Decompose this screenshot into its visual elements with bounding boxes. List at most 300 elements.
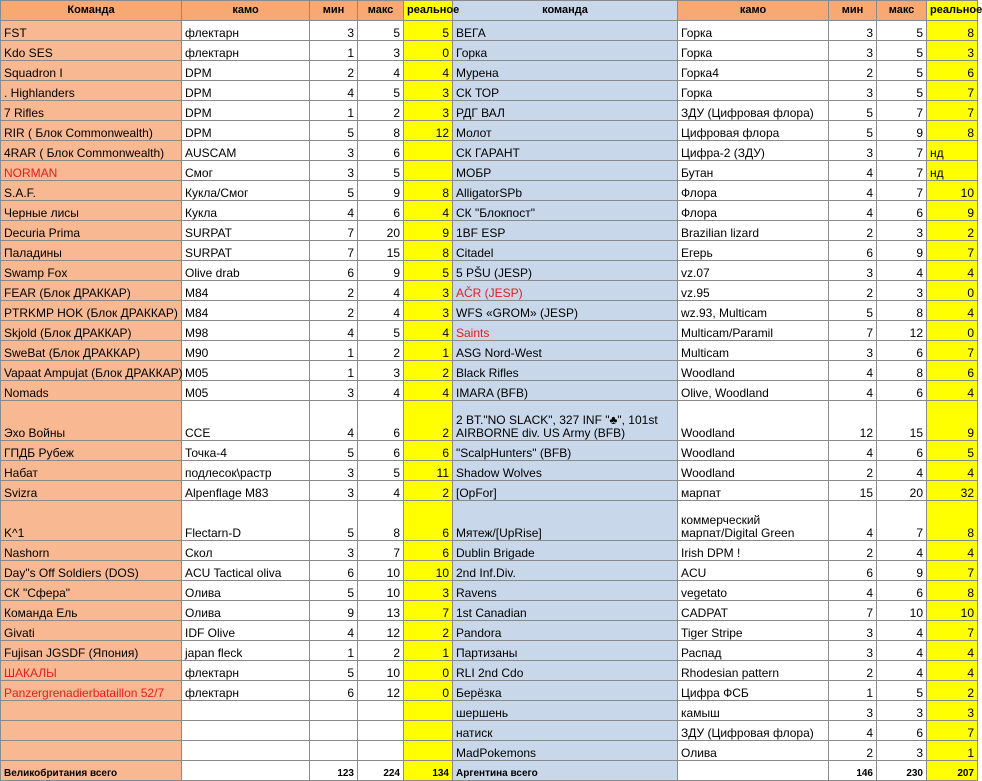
cell-real-b[interactable]: 8 [927,21,978,41]
cell-team-b[interactable]: 2nd Inf.Div. [453,561,678,581]
cell-real-b[interactable]: 4 [927,661,978,681]
cell-max-b[interactable]: 12 [877,321,927,341]
cell-real-b[interactable]: 2 [927,681,978,701]
cell-max-b[interactable]: 4 [877,541,927,561]
cell-team-b[interactable]: МОБР [453,161,678,181]
cell-min-a[interactable]: 4 [310,81,358,101]
cell-team-a[interactable]: СК "Сфера" [1,581,182,601]
cell-min-b[interactable]: 3 [829,341,877,361]
cell-max-a[interactable]: 20 [358,221,404,241]
cell-camo-a[interactable]: подлесок\растр [182,461,310,481]
cell-max-a[interactable]: 6 [358,401,404,441]
cell-camo-a[interactable]: DPM [182,81,310,101]
cell-team-b[interactable]: 5 PŠU (JESP) [453,261,678,281]
cell-camo-b[interactable]: Multicam/Paramil [678,321,829,341]
cell-team-b[interactable]: Молот [453,121,678,141]
cell-camo-b[interactable]: ЗДУ (Цифровая флора) [678,101,829,121]
cell-camo-a[interactable]: M05 [182,361,310,381]
cell-real-a[interactable]: 2 [404,621,453,641]
cell-real-a[interactable]: 1 [404,641,453,661]
cell-real-b[interactable]: 7 [927,561,978,581]
cell-team-b[interactable]: СК "Блокпост" [453,201,678,221]
cell-team-a[interactable]: NORMAN [1,161,182,181]
cell-camo-b[interactable]: CADPAT [678,601,829,621]
cell-min-b[interactable]: 15 [829,481,877,501]
cell-team-a[interactable]: Nashorn [1,541,182,561]
cell-camo-a[interactable] [182,741,310,761]
cell-camo-b[interactable]: Olive, Woodland [678,381,829,401]
cell-camo-a[interactable]: Смог [182,161,310,181]
cell-max-a[interactable]: 9 [358,181,404,201]
header-real-a[interactable]: реальное [404,1,453,21]
cell-max-b[interactable]: 5 [877,681,927,701]
cell-min-b[interactable]: 2 [829,281,877,301]
cell-max-a[interactable]: 13 [358,601,404,621]
cell-min-b[interactable]: 12 [829,401,877,441]
cell-team-a[interactable] [1,701,182,721]
cell-team-a[interactable]: . Highlanders [1,81,182,101]
cell-real-a[interactable]: 10 [404,561,453,581]
cell-max-a[interactable]: 4 [358,61,404,81]
cell-real-b[interactable]: 4 [927,641,978,661]
cell-real-b[interactable]: 4 [927,461,978,481]
cell-max-a[interactable] [358,741,404,761]
cell-max-a[interactable]: 2 [358,641,404,661]
cell-real-a[interactable]: 6 [404,441,453,461]
cell-max-b[interactable]: 6 [877,721,927,741]
cell-real-b[interactable]: 10 [927,601,978,621]
cell-max-b[interactable]: 4 [877,621,927,641]
cell-team-b[interactable]: СК ГАРАНТ [453,141,678,161]
cell-camo-b[interactable]: Распад [678,641,829,661]
total-camo-a[interactable] [182,761,310,781]
cell-min-b[interactable]: 3 [829,641,877,661]
cell-team-b[interactable]: РДГ ВАЛ [453,101,678,121]
cell-max-b[interactable]: 4 [877,261,927,281]
cell-real-b[interactable]: 6 [927,61,978,81]
cell-real-a[interactable]: 7 [404,601,453,621]
cell-max-a[interactable]: 5 [358,321,404,341]
cell-max-b[interactable]: 5 [877,41,927,61]
cell-real-b[interactable]: 3 [927,701,978,721]
cell-max-b[interactable]: 6 [877,381,927,401]
cell-team-b[interactable]: Партизаны [453,641,678,661]
cell-max-b[interactable]: 15 [877,401,927,441]
cell-camo-a[interactable]: ACU Tactical oliva [182,561,310,581]
total-real-a[interactable]: 134 [404,761,453,781]
cell-max-a[interactable]: 5 [358,21,404,41]
cell-real-a[interactable]: 0 [404,661,453,681]
cell-camo-a[interactable]: DPM [182,61,310,81]
cell-min-a[interactable]: 6 [310,261,358,281]
header-max-b[interactable]: макс [877,1,927,21]
cell-team-b[interactable]: AČR (JESP) [453,281,678,301]
cell-min-b[interactable]: 1 [829,681,877,701]
cell-team-b[interactable]: натиск [453,721,678,741]
cell-team-a[interactable]: Эхо Войны [1,401,182,441]
cell-team-b[interactable]: Shadow Wolves [453,461,678,481]
cell-camo-b[interactable]: Цифра-2 (ЗДУ) [678,141,829,161]
cell-team-a[interactable]: Day"s Off Soldiers (DOS) [1,561,182,581]
cell-real-a[interactable]: 12 [404,121,453,141]
cell-max-a[interactable]: 6 [358,201,404,221]
cell-min-a[interactable] [310,741,358,761]
cell-min-b[interactable]: 2 [829,461,877,481]
cell-min-a[interactable]: 5 [310,441,358,461]
cell-min-a[interactable]: 9 [310,601,358,621]
cell-team-b[interactable]: "ScalpHunters" (BFB) [453,441,678,461]
cell-max-b[interactable]: 4 [877,661,927,681]
cell-min-a[interactable]: 3 [310,541,358,561]
cell-real-a[interactable]: 3 [404,301,453,321]
cell-real-b[interactable]: 7 [927,101,978,121]
cell-team-a[interactable]: SweBat (Блок ДРАККАР) [1,341,182,361]
cell-max-b[interactable]: 3 [877,281,927,301]
cell-camo-a[interactable]: флектарн [182,41,310,61]
cell-real-a[interactable]: 11 [404,461,453,481]
cell-camo-b[interactable]: Цифровая флора [678,121,829,141]
cell-real-a[interactable] [404,701,453,721]
cell-min-b[interactable]: 2 [829,61,877,81]
cell-max-b[interactable]: 6 [877,581,927,601]
cell-max-b[interactable]: 3 [877,701,927,721]
cell-team-b[interactable]: AlligatorSPb [453,181,678,201]
cell-max-a[interactable] [358,721,404,741]
cell-min-b[interactable]: 4 [829,161,877,181]
header-max-a[interactable]: макс [358,1,404,21]
cell-team-b[interactable]: Saints [453,321,678,341]
cell-min-a[interactable]: 4 [310,201,358,221]
cell-camo-a[interactable]: флектарн [182,21,310,41]
cell-camo-b[interactable]: Woodland [678,441,829,461]
cell-real-b[interactable]: 7 [927,241,978,261]
cell-min-b[interactable]: 2 [829,661,877,681]
cell-real-a[interactable]: 6 [404,541,453,561]
cell-team-a[interactable]: PTRKMP HOK (Блок ДРАККАР) [1,301,182,321]
cell-team-b[interactable]: WFS «GROM» (JESP) [453,301,678,321]
cell-team-b[interactable]: шершень [453,701,678,721]
cell-min-b[interactable]: 5 [829,301,877,321]
cell-max-a[interactable]: 9 [358,261,404,281]
total-label-b[interactable]: Аргентина всего [453,761,678,781]
cell-max-a[interactable]: 12 [358,621,404,641]
cell-team-a[interactable]: K^1 [1,501,182,541]
cell-real-b[interactable]: 5 [927,441,978,461]
cell-min-a[interactable]: 3 [310,21,358,41]
cell-min-a[interactable]: 2 [310,281,358,301]
cell-real-a[interactable]: 3 [404,81,453,101]
cell-real-b[interactable]: 0 [927,321,978,341]
cell-real-a[interactable]: 0 [404,681,453,701]
cell-camo-b[interactable]: Цифра ФСБ [678,681,829,701]
cell-camo-a[interactable]: Олива [182,581,310,601]
cell-team-a[interactable]: Команда Ель [1,601,182,621]
cell-team-a[interactable]: RIR ( Блок Commonwealth) [1,121,182,141]
cell-team-a[interactable]: 7 Rifles [1,101,182,121]
cell-real-b[interactable]: 8 [927,501,978,541]
cell-max-b[interactable]: 8 [877,361,927,381]
cell-min-a[interactable]: 6 [310,681,358,701]
cell-team-a[interactable]: Черные лисы [1,201,182,221]
cell-team-b[interactable]: 1BF ESP [453,221,678,241]
cell-min-b[interactable]: 3 [829,41,877,61]
cell-team-b[interactable]: Ravens [453,581,678,601]
cell-real-a[interactable]: 8 [404,241,453,261]
cell-camo-a[interactable]: Кукла/Смог [182,181,310,201]
cell-real-b[interactable]: 10 [927,181,978,201]
cell-camo-b[interactable]: Tiger Stripe [678,621,829,641]
cell-team-a[interactable]: ГПДБ Рубеж [1,441,182,461]
cell-min-b[interactable]: 4 [829,501,877,541]
cell-max-a[interactable]: 15 [358,241,404,261]
header-min-b[interactable]: мин [829,1,877,21]
cell-real-b[interactable]: 7 [927,81,978,101]
cell-min-b[interactable]: 2 [829,221,877,241]
cell-min-a[interactable]: 1 [310,361,358,381]
cell-team-a[interactable]: Kdo SES [1,41,182,61]
cell-camo-a[interactable]: флектарн [182,681,310,701]
cell-team-b[interactable]: Горка [453,41,678,61]
cell-team-a[interactable]: Паладины [1,241,182,261]
cell-real-b[interactable]: 32 [927,481,978,501]
cell-real-b[interactable]: 7 [927,621,978,641]
cell-min-b[interactable]: 2 [829,741,877,761]
cell-max-b[interactable]: 9 [877,561,927,581]
cell-camo-a[interactable]: DPM [182,101,310,121]
cell-max-a[interactable]: 6 [358,441,404,461]
total-min-a[interactable]: 123 [310,761,358,781]
cell-team-a[interactable]: Decuria Prima [1,221,182,241]
cell-team-a[interactable] [1,741,182,761]
cell-min-a[interactable]: 3 [310,381,358,401]
cell-camo-b[interactable]: Woodland [678,401,829,441]
cell-min-a[interactable]: 6 [310,561,358,581]
cell-camo-a[interactable]: japan fleck [182,641,310,661]
cell-camo-b[interactable]: Горка [678,81,829,101]
cell-min-a[interactable]: 2 [310,301,358,321]
cell-max-a[interactable]: 5 [358,161,404,181]
cell-min-b[interactable]: 3 [829,141,877,161]
cell-camo-a[interactable]: IDF Olive [182,621,310,641]
cell-min-b[interactable]: 6 [829,241,877,261]
cell-real-b[interactable]: нд [927,141,978,161]
cell-real-a[interactable]: 4 [404,61,453,81]
cell-real-b[interactable]: 0 [927,281,978,301]
total-min-b[interactable]: 146 [829,761,877,781]
cell-max-a[interactable]: 4 [358,381,404,401]
cell-min-b[interactable]: 5 [829,101,877,121]
cell-min-a[interactable]: 3 [310,161,358,181]
cell-real-a[interactable]: 4 [404,201,453,221]
cell-min-a[interactable]: 7 [310,241,358,261]
cell-max-b[interactable]: 10 [877,601,927,621]
cell-max-b[interactable]: 20 [877,481,927,501]
cell-team-b[interactable]: Black Rifles [453,361,678,381]
cell-camo-b[interactable]: Флора [678,201,829,221]
cell-real-a[interactable]: 3 [404,281,453,301]
cell-max-b[interactable]: 4 [877,641,927,661]
cell-camo-b[interactable]: Горка [678,21,829,41]
cell-camo-a[interactable]: DPM [182,121,310,141]
cell-max-b[interactable]: 4 [877,461,927,481]
cell-camo-a[interactable]: M05 [182,381,310,401]
cell-min-b[interactable]: 3 [829,621,877,641]
cell-camo-b[interactable]: Woodland [678,461,829,481]
cell-min-b[interactable]: 6 [829,561,877,581]
cell-real-a[interactable]: 2 [404,361,453,381]
cell-max-a[interactable]: 10 [358,561,404,581]
cell-camo-a[interactable]: Точка-4 [182,441,310,461]
cell-camo-a[interactable]: M90 [182,341,310,361]
cell-max-a[interactable]: 4 [358,481,404,501]
cell-real-b[interactable]: 4 [927,261,978,281]
cell-camo-a[interactable] [182,721,310,741]
cell-camo-a[interactable]: SURPAT [182,221,310,241]
cell-max-b[interactable]: 5 [877,21,927,41]
cell-camo-b[interactable]: Олива [678,741,829,761]
cell-team-b[interactable]: Мятеж/[UpRise] [453,501,678,541]
cell-real-b[interactable]: 7 [927,341,978,361]
cell-camo-a[interactable]: M84 [182,281,310,301]
cell-real-b[interactable]: 8 [927,581,978,601]
cell-min-b[interactable]: 4 [829,181,877,201]
header-team-a[interactable]: Команда [1,1,182,21]
cell-min-b[interactable]: 3 [829,81,877,101]
cell-camo-a[interactable]: флектарн [182,661,310,681]
cell-max-b[interactable]: 7 [877,141,927,161]
cell-min-b[interactable]: 4 [829,381,877,401]
cell-camo-a[interactable]: M84 [182,301,310,321]
cell-min-a[interactable]: 5 [310,501,358,541]
cell-min-a[interactable]: 4 [310,321,358,341]
cell-camo-a[interactable]: Кукла [182,201,310,221]
header-camo-b[interactable]: камо [678,1,829,21]
cell-max-b[interactable]: 9 [877,241,927,261]
cell-max-a[interactable]: 5 [358,81,404,101]
cell-min-a[interactable]: 3 [310,141,358,161]
cell-camo-b[interactable]: марпат [678,481,829,501]
cell-team-a[interactable]: FST [1,21,182,41]
cell-min-a[interactable] [310,701,358,721]
cell-max-a[interactable]: 5 [358,461,404,481]
cell-real-a[interactable] [404,741,453,761]
cell-max-a[interactable]: 3 [358,41,404,61]
cell-min-b[interactable]: 7 [829,601,877,621]
cell-camo-a[interactable]: Olive drab [182,261,310,281]
cell-real-a[interactable]: 4 [404,381,453,401]
total-max-a[interactable]: 224 [358,761,404,781]
cell-real-a[interactable]: 8 [404,181,453,201]
cell-camo-b[interactable]: Флора [678,181,829,201]
cell-team-b[interactable]: MadPokemons [453,741,678,761]
cell-real-a[interactable]: 9 [404,221,453,241]
cell-real-b[interactable]: нд [927,161,978,181]
cell-team-b[interactable]: ВЕГА [453,21,678,41]
cell-min-a[interactable]: 4 [310,621,358,641]
cell-team-b[interactable]: Pandora [453,621,678,641]
cell-camo-b[interactable]: Егерь [678,241,829,261]
cell-real-a[interactable]: 2 [404,401,453,441]
cell-camo-b[interactable]: Woodland [678,361,829,381]
cell-team-b[interactable]: Берёзка [453,681,678,701]
cell-max-a[interactable]: 2 [358,341,404,361]
cell-max-b[interactable]: 8 [877,301,927,321]
cell-max-a[interactable]: 12 [358,681,404,701]
cell-camo-b[interactable]: Бутан [678,161,829,181]
cell-real-b[interactable]: 4 [927,301,978,321]
cell-team-a[interactable]: Svizra [1,481,182,501]
header-camo-a[interactable]: камо [182,1,310,21]
cell-max-a[interactable]: 2 [358,101,404,121]
cell-min-b[interactable]: 3 [829,701,877,721]
cell-team-b[interactable]: [OpFor] [453,481,678,501]
cell-real-b[interactable]: 1 [927,741,978,761]
cell-min-b[interactable]: 4 [829,201,877,221]
cell-camo-b[interactable]: коммерческий марпат/Digital Green [678,501,829,541]
cell-team-a[interactable]: ШАКАЛЫ [1,661,182,681]
cell-real-b[interactable]: 3 [927,41,978,61]
cell-min-a[interactable]: 5 [310,661,358,681]
cell-team-a[interactable]: S.A.F. [1,181,182,201]
cell-real-b[interactable]: 4 [927,541,978,561]
cell-min-a[interactable]: 5 [310,121,358,141]
cell-max-b[interactable]: 7 [877,161,927,181]
cell-camo-a[interactable]: Flectarn-D [182,501,310,541]
cell-real-a[interactable]: 5 [404,261,453,281]
cell-max-a[interactable] [358,701,404,721]
cell-real-a[interactable]: 1 [404,341,453,361]
cell-real-a[interactable]: 3 [404,581,453,601]
cell-camo-b[interactable]: Irish DPM ! [678,541,829,561]
total-camo-b[interactable] [678,761,829,781]
cell-camo-a[interactable]: AUSCAM [182,141,310,161]
cell-min-b[interactable]: 4 [829,361,877,381]
cell-camo-a[interactable] [182,701,310,721]
cell-min-b[interactable]: 2 [829,541,877,561]
cell-min-b[interactable]: 4 [829,441,877,461]
cell-real-a[interactable]: 6 [404,501,453,541]
cell-max-b[interactable]: 5 [877,81,927,101]
cell-real-a[interactable] [404,161,453,181]
cell-team-a[interactable]: FEAR (Блок ДРАККАР) [1,281,182,301]
cell-max-a[interactable]: 8 [358,501,404,541]
header-team-b[interactable]: команда [453,1,678,21]
cell-max-b[interactable]: 9 [877,121,927,141]
cell-team-b[interactable]: ASG Nord-West [453,341,678,361]
cell-min-a[interactable]: 1 [310,641,358,661]
cell-team-a[interactable] [1,721,182,741]
cell-min-b[interactable]: 3 [829,21,877,41]
cell-camo-b[interactable]: Multicam [678,341,829,361]
cell-max-b[interactable]: 3 [877,221,927,241]
cell-max-a[interactable]: 10 [358,581,404,601]
cell-team-a[interactable]: 4RAR ( Блок Commonwealth) [1,141,182,161]
cell-camo-a[interactable]: Скол [182,541,310,561]
cell-real-a[interactable]: 0 [404,41,453,61]
cell-camo-b[interactable]: vz.07 [678,261,829,281]
cell-camo-b[interactable]: vz.95 [678,281,829,301]
cell-team-a[interactable]: Swamp Fox [1,261,182,281]
cell-camo-b[interactable]: камыш [678,701,829,721]
cell-max-b[interactable]: 5 [877,61,927,81]
cell-team-b[interactable]: IMARA (BFB) [453,381,678,401]
cell-min-b[interactable]: 4 [829,581,877,601]
cell-real-b[interactable]: 8 [927,121,978,141]
cell-team-b[interactable]: СК ТОР [453,81,678,101]
cell-camo-b[interactable]: Rhodesian pattern [678,661,829,681]
cell-max-a[interactable]: 6 [358,141,404,161]
cell-camo-a[interactable]: Alpenflage M83 [182,481,310,501]
